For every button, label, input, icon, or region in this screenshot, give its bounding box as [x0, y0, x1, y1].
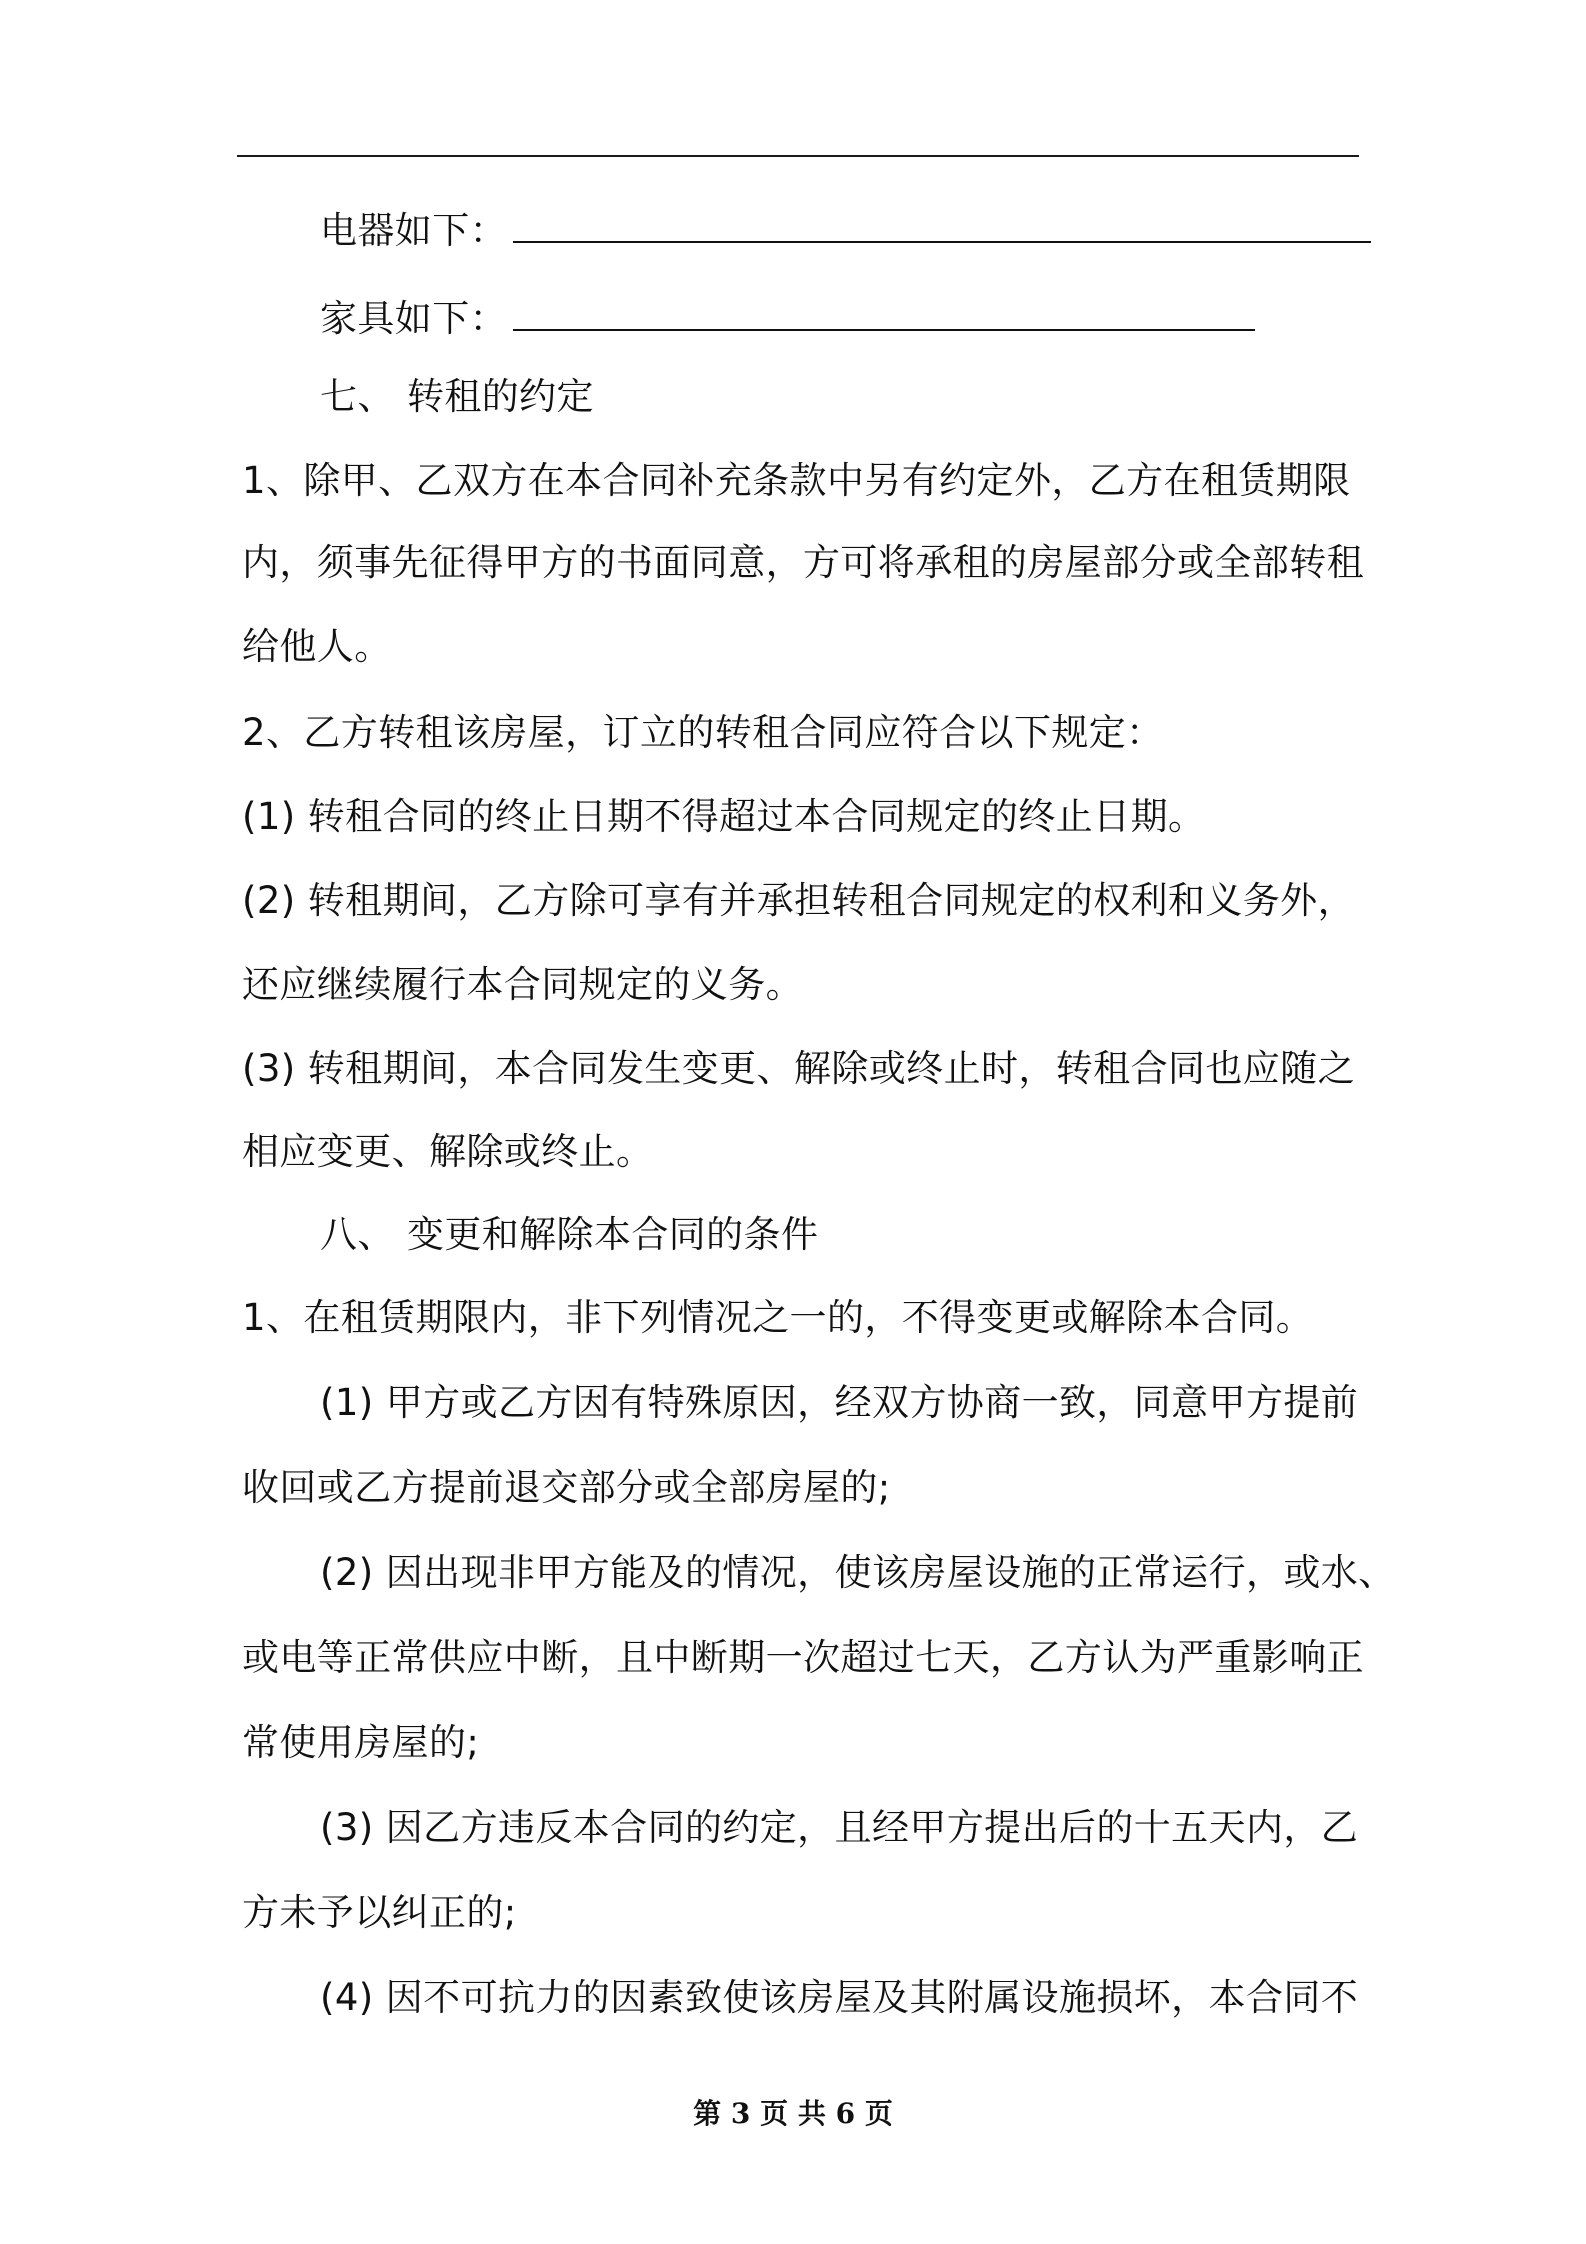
text-line-s8-i3-l1 — [320, 1803, 1358, 1853]
line-text: 方未予以纠正的; — [242, 1891, 517, 1934]
text-line-s7-i1 — [242, 792, 1205, 842]
text-line-sec8-title — [320, 1210, 818, 1260]
text-line-sec7-title — [320, 372, 594, 422]
text-line-s8-i1-l1 — [320, 1378, 1358, 1428]
line-text: 2、乙方转租该房屋，订立的转租合同应符合以下规定： — [242, 711, 1164, 754]
header-rule — [237, 155, 1359, 157]
text-line-s8-i3-l2 — [242, 1888, 517, 1938]
line-text: (1) 转租合同的终止日期不得超过本合同规定的终止日期。 — [242, 795, 1206, 838]
line-text: 或电等正常供应中断，且中断期一次超过七天，乙方认为严重影响正 — [242, 1636, 1364, 1679]
line-text: 1、除甲、乙双方在本合同补充条款中另有约定外，乙方在租赁期限 — [242, 459, 1351, 502]
text-line-s8-i2-l3 — [242, 1718, 479, 1768]
line-text: 还应继续履行本合同规定的义务。 — [242, 963, 803, 1006]
text-line-s7-p1-l1 — [242, 456, 1351, 506]
line-text: (2) 因出现非甲方能及的情况，使该房屋设施的正常运行，或水、 — [320, 1551, 1396, 1594]
fill-in-blank[interactable] — [513, 293, 1255, 331]
text-line-s8-i1-l2 — [242, 1463, 891, 1513]
line-text: 相应变更、解除或终止。 — [242, 1130, 654, 1173]
line-text: 电器如下： — [320, 209, 507, 252]
line-text: (3) 因乙方违反本合同的约定，且经甲方提出后的十五天内，乙 — [320, 1806, 1359, 1849]
text-line-s7-p2 — [242, 708, 1164, 758]
text-line-furniture — [320, 293, 1255, 344]
line-text: 内，须事先征得甲方的书面同意，方可将承租的房屋部分或全部转租 — [242, 541, 1364, 584]
line-text: (1) 甲方或乙方因有特殊原因，经双方协商一致，同意甲方提前 — [320, 1381, 1359, 1424]
page-footer: 第 3 页 共 6 页 — [693, 2097, 893, 2130]
line-text: 给他人。 — [242, 625, 392, 668]
line-text: 收回或乙方提前退交部分或全部房屋的; — [242, 1466, 891, 1509]
text-line-s8-i2-l1 — [320, 1548, 1396, 1598]
text-line-s7-p1-l2 — [242, 538, 1364, 588]
text-line-s8-i2-l2 — [242, 1633, 1364, 1683]
line-text: 七、 转租的约定 — [320, 375, 594, 418]
line-text: 八、 变更和解除本合同的条件 — [320, 1213, 819, 1256]
text-line-s7-i3-l2 — [242, 1127, 653, 1177]
line-text: (4) 因不可抗力的因素致使该房屋及其附属设施损坏，本合同不 — [320, 1976, 1359, 2019]
text-line-s8-i4-l1 — [320, 1973, 1358, 2023]
text-line-s7-i2-l1 — [242, 876, 1355, 926]
text-line-s7-i3-l1 — [242, 1044, 1355, 1094]
text-line-s7-i2-l2 — [242, 960, 803, 1010]
line-text: 家具如下： — [320, 297, 507, 340]
line-text: (3) 转租期间，本合同发生变更、解除或终止时，转租合同也应随之 — [242, 1047, 1355, 1090]
text-line-appliances — [320, 205, 1371, 256]
text-line-s7-p1-l3 — [242, 622, 392, 672]
fill-in-blank[interactable] — [513, 205, 1371, 243]
line-text: 常使用房屋的; — [242, 1721, 480, 1764]
line-text: (2) 转租期间，乙方除可享有并承担转租合同规定的权利和义务外， — [242, 879, 1355, 922]
line-text: 1、在租赁期限内，非下列情况之一的，不得变更或解除本合同。 — [242, 1296, 1314, 1339]
text-line-s8-p1 — [242, 1293, 1313, 1343]
